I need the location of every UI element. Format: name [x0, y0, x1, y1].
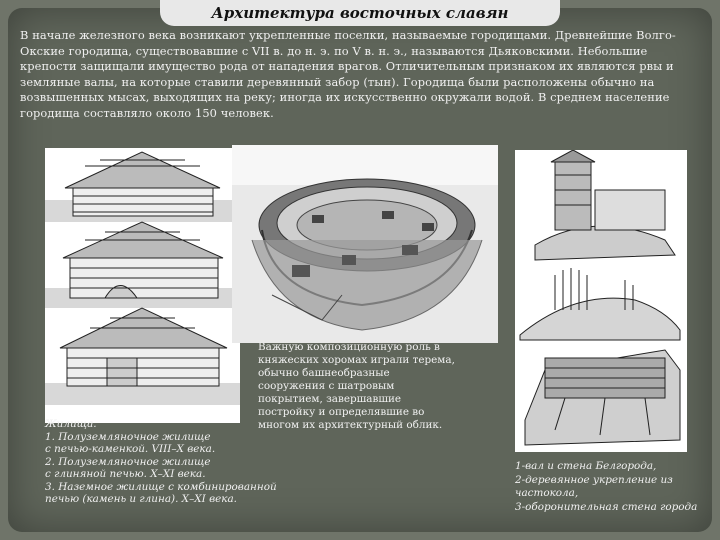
caption-line: 1. Полуземляночное жилище [45, 430, 211, 443]
caption-line: частокола, [515, 487, 579, 499]
dwelling-3-drawing [45, 308, 240, 405]
dwellings-drawing [45, 148, 240, 423]
dwellings-illustration [45, 148, 240, 423]
tower-description: Важную композиционную роль в княжеских хоромах играли терема, обычно башнеобразные сооружения с шатровым покрытием, завершавшие постройку и определявшие во многом их архитектурный облик. [258, 341, 455, 431]
caption-line: печью (камень и глина). X–XI века. [45, 493, 237, 505]
fortification-3-drawing [525, 350, 680, 445]
caption-line: 3-оборонительная стена города [515, 500, 698, 513]
fortifications-illustration [515, 150, 687, 452]
caption-line: с печью-каменкой. VIII–X века. [45, 443, 216, 455]
dwelling-1-drawing [45, 152, 240, 222]
caption-line: Жилища. [45, 418, 97, 430]
caption-line: 2. Полуземляночное жилище [45, 455, 211, 468]
fortifications-caption [515, 460, 705, 514]
caption-line: 1-вал и стена Белгорода, [515, 460, 657, 472]
hillfort-illustration [232, 145, 498, 343]
title-bar [160, 0, 560, 26]
dwelling-2-drawing [45, 222, 240, 308]
fortification-1-drawing [535, 150, 675, 260]
intro-paragraph: В начале железного века возникают укрепленные поселки, называемые городищами. Древнейшие Волго-Окские городища, существовавшие с VII в. до н. э. по V в. н. э., называются Дьяковскими. Небольшие крепости защищали имущество рода от нападения врагов. Отличительным признаком их являются рвы и земляные валы, на которые ставили деревянный забор (тын). Городища были расположены обычно на возвышенных мысах, выходящих на реку; иногда их искусственно окружали водой. В среднем население городища составляло около 150 человек. [20, 28, 676, 120]
fortification-2-drawing [520, 268, 680, 340]
caption-line: с глиняной печью. X–XI века. [45, 468, 206, 480]
caption-line: 3. Наземное жилище с комбинированной [45, 480, 277, 493]
page-title: Архитектура восточных славян [211, 4, 509, 22]
dwellings-caption [45, 418, 275, 506]
caption-line: 2-деревянное укрепление из [515, 473, 673, 486]
fortifications-drawing [515, 150, 687, 452]
hillfort-drawing [232, 145, 498, 343]
